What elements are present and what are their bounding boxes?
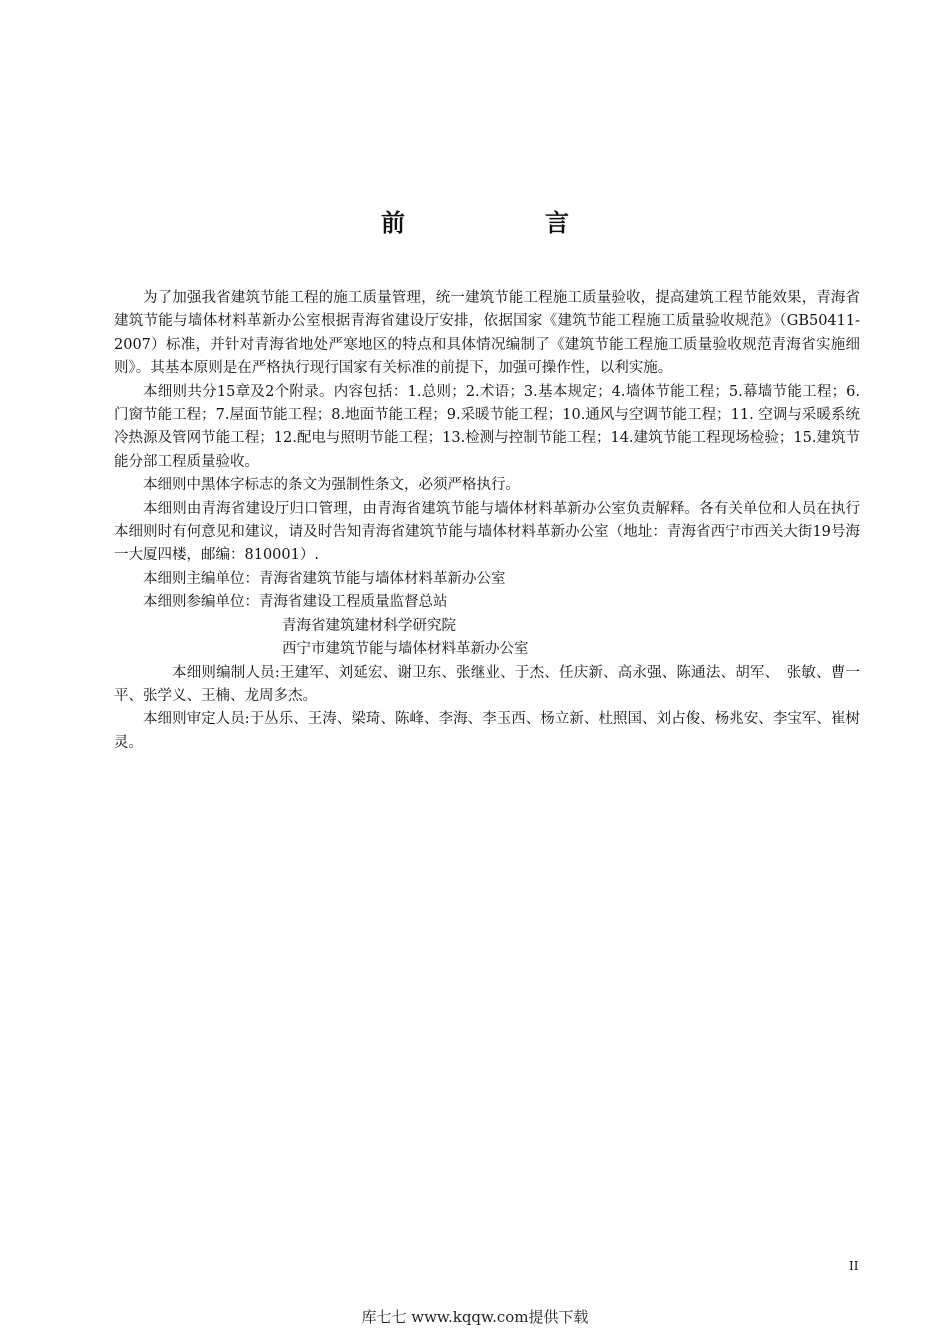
preface-body [114, 287, 860, 755]
paragraph-contents: 本细则共分15章及2个附录。内容包括：1.总则；2.术语；3.基本规定；4.墙体节能工程；5.幕墙节能工程；6.门窗节能工程；7.屋面节能工程；8.地面节能工程；9.采暖节能工程；10.通风与空调节能工程；11. 空调与采暖系统冷热源及管网节能工程；12.配电与照明节能工程；13.检测与控制节能工程；14.建筑节能工程现场检验；15.建筑节能分部工程质量验收。 [114, 383, 860, 470]
paragraph-management: 本细则由青海省建设厅归口管理，由青海省建筑节能与墙体材料革新办公室负责解释。各有关单位和人员在执行本细则时有何意见和建议，请及时告知青海省建筑节能与墙体材料革新办公室（地址：青海省西宁市西关大街19号海一大厦四楼，邮编：810001）. [114, 500, 860, 564]
paragraph-purpose: 为了加强我省建筑节能工程的施工质量管理，统一建筑节能工程施工质量验收，提高建筑工程节能效果，青海省建筑节能与墙体材料革新办公室根据青海省建设厅安排，依据国家《建筑节能工程施工质量验收规范》（GB50411-2007）标准，并针对青海省地处严寒地区的特点和具体情况编制了《建筑节能工程施工质量验收规范青海省实施细则》。其基本原则是在严格执行现行国家有关标准的前提下，加强可操作性，以利实施。 [114, 290, 860, 377]
footer-watermark: 库七七 www.kqqw.com提供下载 [361, 1308, 589, 1326]
chief-editing-unit: 本细则主编单位：青海省建筑节能与墙体材料革新办公室 [143, 570, 506, 587]
page-title: 前 言 [381, 209, 627, 237]
paragraph-mandatory: 本细则中黑体字标志的条文为强制性条文，必须严格执行。 [143, 477, 520, 494]
reviewers-list: 本细则审定人员:于丛乐、王涛、梁琦、陈峰、李海、李玉西、杨立新、杜照国、刘占俊、杨兆安、李宝军、崔树灵。 [114, 711, 860, 751]
page-number: II [849, 1259, 859, 1273]
editors-list: 本细则编制人员:王建军、刘延宏、谢卫东、张继业、于杰、任庆新、高永强、陈通法、胡军、 张敏、曹一平、张学义、王楠、龙周多杰。 [114, 664, 860, 704]
participating-unit-1: 本细则参编单位：青海省建设工程质量监督总站 [143, 594, 448, 611]
participating-unit-2: 青海省建筑建材科学研究院 [282, 617, 456, 634]
participating-unit-3: 西宁市建筑节能与墙体材料革新办公室 [282, 641, 529, 658]
